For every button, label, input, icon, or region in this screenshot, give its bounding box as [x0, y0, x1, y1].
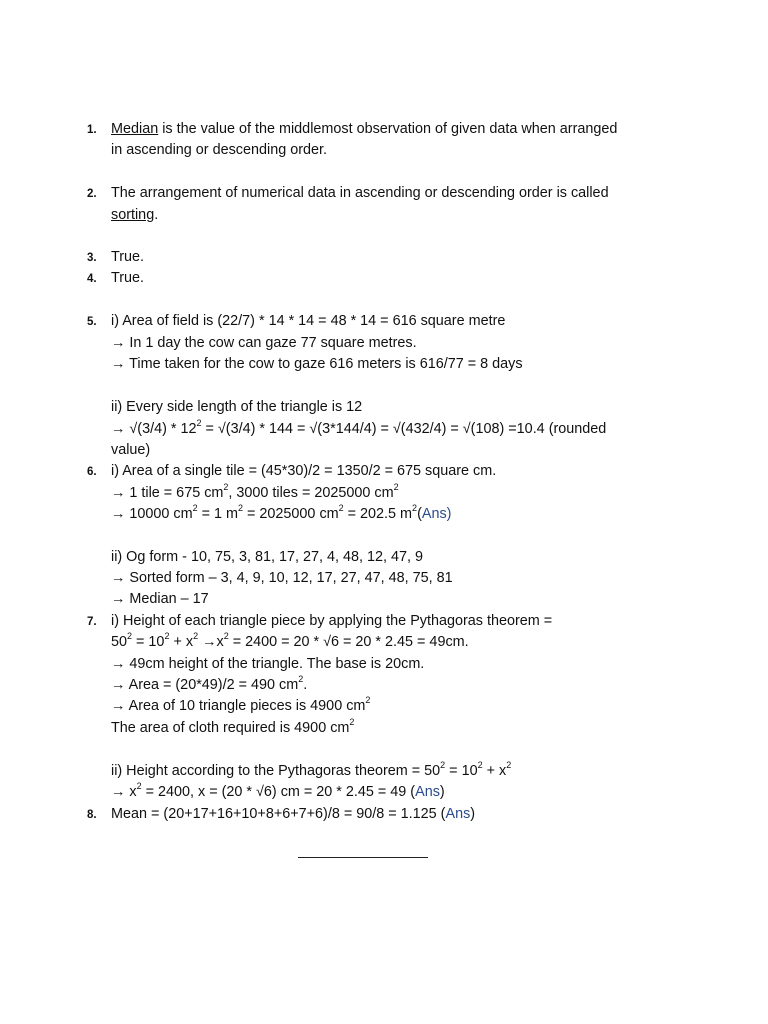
answer-7-line-8	[111, 783, 445, 801]
answer-2-line-2	[111, 206, 158, 224]
superscript: 2	[223, 631, 229, 642]
text-segment: → 1 tile = 675 cm	[111, 485, 224, 501]
superscript: 2	[506, 760, 512, 771]
text-segment: )	[446, 506, 452, 522]
item-number-1: 1.	[87, 124, 97, 136]
answer-7-line-5	[111, 697, 370, 715]
text-segment: , 3000 tiles = 2025000 cm	[228, 485, 394, 501]
text-segment: = 2025000 cm	[243, 506, 339, 522]
superscript: 2	[477, 760, 483, 771]
answer-5-line-5	[111, 420, 606, 438]
superscript: 2	[298, 674, 304, 685]
item-number-6: 6.	[87, 466, 97, 478]
text-segment: → Area of 10 triangle pieces is 4900 cm	[111, 698, 366, 714]
superscript: 2	[223, 482, 229, 493]
text-segment: + x	[482, 763, 507, 779]
text-segment: )	[439, 784, 445, 800]
answer-8	[111, 805, 475, 823]
answer-5-line-1: i) Area of field is (22/7) * 14 * 14 = 48 * 14 = 616 square metre	[111, 313, 506, 329]
superscript: 2	[238, 503, 244, 514]
answer-5-line-6: value)	[111, 442, 151, 458]
end-divider-line	[298, 857, 428, 858]
text-segment: .	[303, 677, 308, 693]
answer-4: True.	[111, 270, 145, 286]
text-segment: → √(3/4) * 12	[111, 421, 197, 437]
answer-5-line-2: → In 1 day the cow can gaze 77 square metres.	[111, 335, 417, 351]
text-segment: 50	[111, 634, 128, 650]
superscript: 2	[164, 631, 170, 642]
item-number-7: 7.	[87, 616, 97, 628]
text-segment: = 10	[132, 634, 165, 650]
answer-7-line-6	[111, 719, 354, 737]
text-segment: →x	[198, 634, 224, 650]
answer-6-line-3	[111, 505, 451, 523]
answer-7-line-7	[111, 762, 511, 780]
text-segment: → Area = (20*49)/2 = 490 cm	[111, 677, 299, 693]
item-number-2: 2.	[87, 188, 97, 200]
answer-5-line-3: → Time taken for the cow to gaze 616 meters is 616/77 = 8 days	[111, 356, 523, 372]
answer-6-line-4: ii) Og form - 10, 75, 3, 81, 17, 27, 4, 48, 12, 47, 9	[111, 549, 423, 565]
term-median: Median	[111, 121, 159, 137]
text-segment: (	[417, 506, 422, 522]
superscript: 2	[127, 631, 133, 642]
text-segment: = √(3/4) * 144 = √(3*144/4) = √(432/4) = √(108) =10.4 (rounded	[201, 421, 607, 437]
text-segment: → x	[111, 784, 137, 800]
answer-5-line-4: ii) Every side length of the triangle is 12	[111, 399, 363, 415]
text-segment: Mean = (20+17+16+10+8+6+7+6)/8 = 90/8 = 1.125 (	[111, 806, 446, 822]
answer-1-line-2: in ascending or descending order.	[111, 142, 328, 158]
superscript: 2	[338, 503, 344, 514]
item-number-3: 3.	[87, 252, 97, 264]
text-segment: ii) Height according to the Pythagoras theorem = 50	[111, 763, 441, 779]
text-segment: = 202.5 m	[343, 506, 413, 522]
answer-2-line-1: The arrangement of numerical data in ascending or descending order is called	[111, 185, 609, 201]
text-segment: = 10	[445, 763, 478, 779]
text-segment: The area of cloth required is 4900 cm	[111, 720, 350, 736]
item-number-8: 8.	[87, 809, 97, 821]
superscript: 2	[393, 482, 399, 493]
answer-1-line-1	[111, 120, 617, 138]
item-number-4: 4.	[87, 273, 97, 285]
answer-6-line-2	[111, 484, 399, 502]
superscript: 2	[193, 631, 199, 642]
ans-label: Ans	[415, 784, 440, 800]
term-sorting: sorting	[111, 207, 155, 223]
answer-1-text: is the value of the middlemost observation of given data when arranged	[158, 121, 618, 137]
superscript: 2	[440, 760, 446, 771]
text-segment: = 2400 = 20 * √6 = 20 * 2.45 = 49cm.	[228, 634, 469, 650]
text-segment: + x	[169, 634, 194, 650]
text-segment: → 10000 cm	[111, 506, 193, 522]
answer-7-line-1: i) Height of each triangle piece by applying the Pythagoras theorem =	[111, 613, 553, 629]
answer-6-line-1: i) Area of a single tile = (45*30)/2 = 1350/2 = 675 square cm.	[111, 463, 497, 479]
ans-label: Ans	[421, 506, 447, 522]
text-segment: )	[470, 806, 476, 822]
text-segment: = 1 m	[197, 506, 238, 522]
text-segment: = 2400, x = (20 * √6) cm = 20 * 2.45 = 49 (	[141, 784, 416, 800]
superscript: 2	[412, 503, 418, 514]
superscript: 2	[349, 717, 355, 728]
answer-3: True.	[111, 249, 145, 265]
item-number-5: 5.	[87, 316, 97, 328]
superscript: 2	[136, 781, 142, 792]
answer-6-line-6: → Median – 17	[111, 591, 209, 607]
superscript: 2	[192, 503, 198, 514]
answer-7-line-2	[111, 633, 469, 651]
answer-2-end: .	[154, 207, 159, 223]
answer-6-line-5: → Sorted form – 3, 4, 9, 10, 12, 17, 27, 47, 48, 75, 81	[111, 570, 453, 586]
superscript: 2	[196, 418, 202, 429]
answer-7-line-4	[111, 676, 307, 694]
ans-label: Ans	[445, 806, 471, 822]
answer-7-line-3: → 49cm height of the triangle. The base is 20cm.	[111, 656, 425, 672]
superscript: 2	[365, 695, 371, 706]
